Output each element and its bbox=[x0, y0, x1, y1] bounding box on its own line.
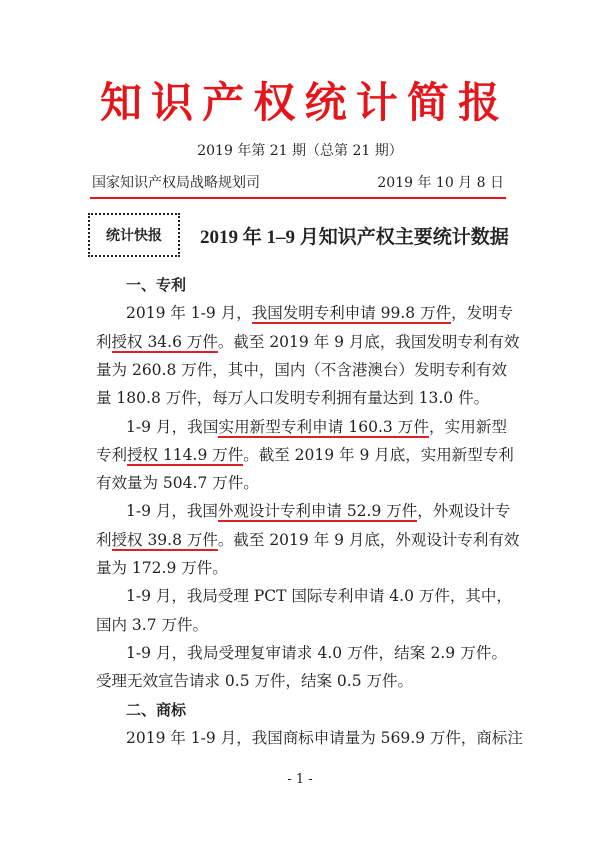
text-line bbox=[96, 727, 523, 749]
text-segment: 一、专利 bbox=[126, 276, 187, 294]
text-line bbox=[96, 529, 520, 551]
text-line bbox=[96, 472, 507, 494]
section-heading bbox=[96, 274, 537, 296]
text-segment: 。截至 2019 年 9 月底，我国发明专利有效 bbox=[217, 332, 520, 351]
issue-number: 2019 年第 21 期（总第 21 期） bbox=[197, 143, 403, 159]
text-line bbox=[96, 331, 520, 353]
organization: 国家知识产权局战略规划司 bbox=[92, 175, 260, 191]
text-line bbox=[96, 416, 507, 438]
badge-label: 统计快报 bbox=[106, 228, 162, 244]
section-heading bbox=[96, 699, 537, 721]
underlined-figure: 实用新型专利申请 160.3 万件 bbox=[218, 417, 430, 436]
text-segment: 1-9 月，我局受理 PCT 国际专利申请 4.0 万件，其中， bbox=[126, 587, 512, 606]
text-segment: 量 180.8 万件，每万人口发明专利拥有量达到 13.0 件。 bbox=[96, 389, 490, 408]
badge-box bbox=[88, 213, 180, 257]
text-segment: 量为 172.9 万件。 bbox=[96, 559, 228, 577]
underlined-figure: 授权 34.6 万件 bbox=[111, 332, 218, 351]
text-line bbox=[96, 387, 507, 409]
text-segment: ，外观设计专 bbox=[417, 502, 511, 521]
text-segment: 。截至 2019 年 9 月底，实用新型专利 bbox=[243, 445, 514, 464]
underlined-figure: 授权 114.9 万件 bbox=[127, 445, 244, 464]
text-segment: 1-9 月，我国 bbox=[126, 417, 219, 436]
text-segment: ，实用新型 bbox=[429, 417, 507, 436]
text-segment: 。截至 2019 年 9 月底，外观设计专利有效 bbox=[217, 530, 520, 549]
report-title: 知识产权统计简报 bbox=[100, 78, 500, 127]
text-segment: 2019 年 1-9 月，我国商标申请量为 569.9 万件，商标注 bbox=[126, 728, 523, 747]
text-segment: 利 bbox=[96, 332, 112, 351]
text-segment: 1-9 月，我国 bbox=[126, 502, 218, 521]
text-line bbox=[96, 444, 514, 466]
text-segment: 量为 260.8 万件，其中，国内（不含港澳台）发明专利有效 bbox=[96, 360, 507, 379]
text-segment: 二、商标 bbox=[126, 700, 187, 719]
text-line bbox=[96, 614, 507, 636]
text-segment: 2019 年 1-9 月， bbox=[126, 304, 252, 323]
text-line bbox=[96, 557, 507, 579]
headline: 2019 年 1–9 月知识产权主要统计数据 bbox=[200, 227, 509, 248]
text-line bbox=[96, 585, 512, 607]
text-line bbox=[96, 500, 511, 522]
text-segment: 专利 bbox=[96, 445, 128, 464]
text-segment: 受理无效宣告请求 0.5 万件，结案 0.5 万件。 bbox=[96, 672, 414, 691]
text-segment: 利 bbox=[96, 530, 112, 549]
publication-date: 2019 年 10 月 8 日 bbox=[377, 175, 504, 191]
page-number: - 1 - bbox=[287, 772, 313, 787]
underlined-figure: 外观设计专利申请 52.9 万件 bbox=[217, 502, 418, 521]
text-line bbox=[96, 302, 514, 324]
underlined-figure: 我国发明专利申请 99.8 万件 bbox=[251, 304, 452, 323]
text-segment: 有效量为 504.7 万件。 bbox=[96, 474, 259, 493]
text-segment: 1-9 月，我局受理复审请求 4.0 万件，结案 2.9 万件。 bbox=[126, 643, 507, 662]
text-line bbox=[96, 642, 507, 664]
text-line bbox=[96, 359, 507, 381]
text-segment: ，发明专 bbox=[451, 304, 514, 323]
text-segment: 国内 3.7 万件。 bbox=[96, 615, 209, 634]
text-line bbox=[96, 670, 507, 692]
underlined-figure: 授权 39.8 万件 bbox=[111, 530, 218, 549]
header-divider bbox=[90, 197, 506, 199]
